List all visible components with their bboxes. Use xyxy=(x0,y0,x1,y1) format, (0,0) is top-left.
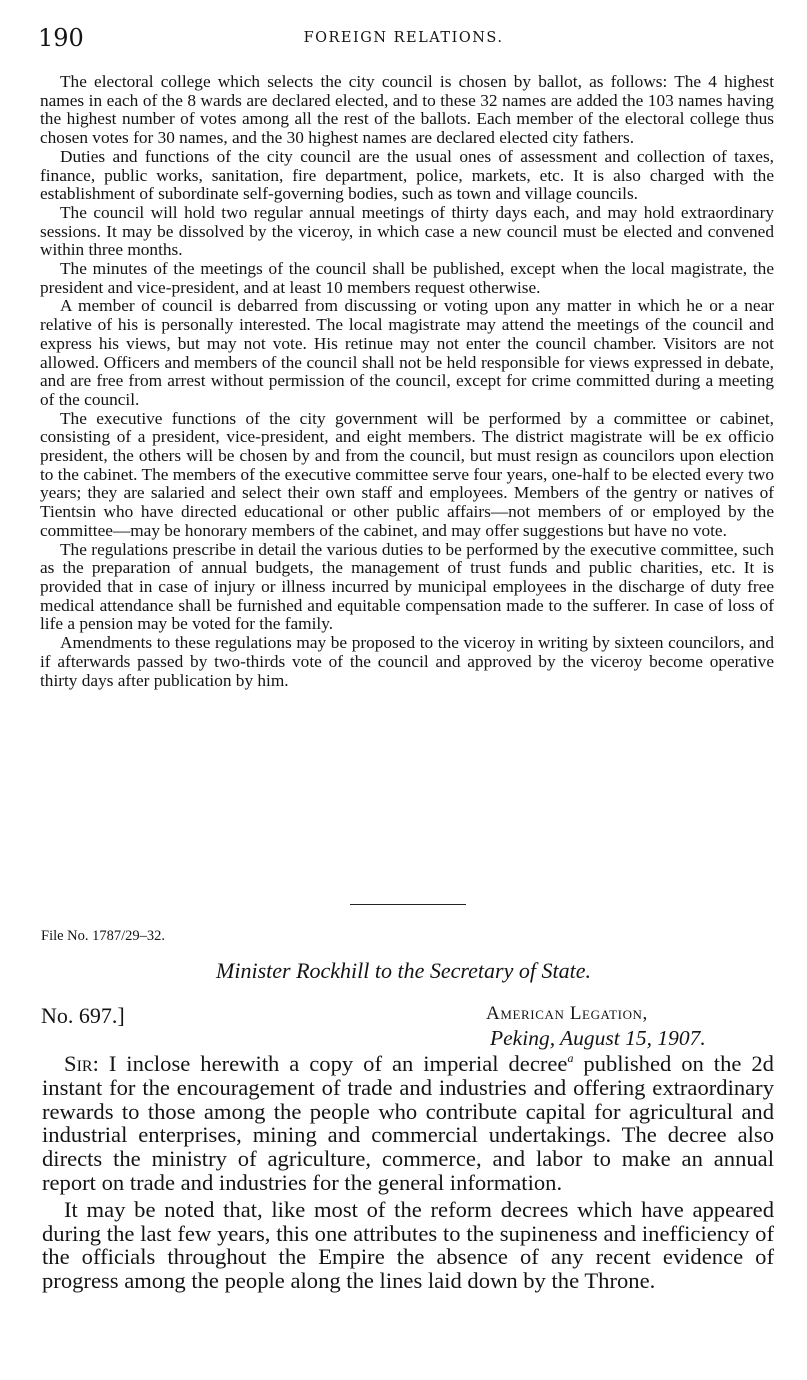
paragraph-meetings: The council will hold two regular annual meetings of thirty days each, and may hold extraordinary sessions. It may be dissolved by the viceroy, in which case a new council must be elected and convened within three months. xyxy=(40,202,774,260)
paragraph-1-before-note: I inclose herewith a copy of an imperial decree xyxy=(108,1051,568,1076)
paragraph-minutes: The minutes of the meetings of the council shall be published, except when the local magistrate, the president and vice-president, and at least 10 members request otherwise. xyxy=(40,259,774,297)
letter-paragraph-2: It may be noted that, like most of the reform decrees which have appeared during the last few years, this one attributes to the supineness and inefficiency of the officials throughout the Empire the absence of any recent evidence of progress among the people along the lines laid down by the Throne. xyxy=(42,1196,774,1294)
letter-number: No. 697.] xyxy=(41,1003,125,1028)
paragraph-electoral-college: The electoral college which selects the city council is chosen by ballot, as follows: The 4 highest names in each of the 8 wards are declared elected, and to these 32 names are added the 103 names having the highest number of votes among all the rest of the ballots. Each member of the electoral college thus chosen votes for 30 names, and the 30 highest names are declared elected city fathers. xyxy=(40,72,774,148)
salutation: Sir: xyxy=(64,1051,99,1076)
paragraph-duties: Duties and functions of the city council are the usual ones of assessment and collection of taxes, finance, public works, sanitation, fire department, police, markets, etc. It is also charged with the establishment of subordinate self-governing bodies, such as town and village councils. xyxy=(40,146,774,204)
letter-body xyxy=(42,1052,774,1296)
section-divider xyxy=(350,904,466,905)
document-heading: Minister Rockhill to the Secretary of State. xyxy=(216,958,591,983)
paragraph-member-conduct: A member of council is debarred from discussing or voting upon any matter in which he or a near relative of his is personally interested. The local magistrate may attend the meetings of the council and express his views, but may not vote. His retinue may not enter the council chamber. Visitors are not allowed. Officers and members of the council shall not be held responsible for views expressed in debate, and are free from arrest without permission of the council, except for crime committed during a meeting of the council. xyxy=(40,296,774,409)
page-number: 190 xyxy=(38,24,84,52)
file-number: File No. 1787/29–32. xyxy=(41,928,166,944)
paragraph-duties-prescribed: The regulations prescribe in detail the various duties to be performed by the executive committee, such as the preparation of annual budgets, the management of trust funds and public charities, etc. It is provided that in case of injury or illness incurred by municipal employees in the discharge of duty free medical attendance shall be furnished and equitable compensation made to the sufferer. In case of loss of life a pension may be voted for the family. xyxy=(40,539,774,634)
paragraph-executive: The executive functions of the city government will be performed by a committee or cabinet, consisting of a president, vice-president, and eight members. The district magistrate will be ex officio president, the others will be chosen by and from the council, but must resign as councilors upon election to the cabinet. The members of the executive committee serve four years, one-half to be elected every two years; they are salaried and select their own staff and employees. Members of the gentry or natives of Tientsin who have directed educational or other public affairs—not members of or employed by the committee—may be honorary members of the cabinet, and may offer suggestions but have no vote. xyxy=(40,408,774,540)
running-head: FOREIGN RELATIONS. xyxy=(303,30,504,46)
footnote-marker[interactable]: a xyxy=(567,1051,574,1065)
dateline-place: American Legation, xyxy=(486,1003,648,1024)
dateline-date: Peking, August 15, 1907. xyxy=(490,1026,706,1050)
letter-paragraph-1 xyxy=(42,1052,774,1195)
regulations-text xyxy=(40,73,774,690)
paragraph-1-after-note: published on the 2d instant for the encouragement of trade and industries and offering extraordinary rewards to those among the people who contribute capital for agricultural and industrial enterprises, mining and commercial undertakings. The decree also directs the ministry of agriculture, commerce, and labor to make an annual report on trade and industries for the general information. xyxy=(42,1051,774,1195)
paragraph-amendments: Amendments to these regulations may be proposed to the viceroy in writing by sixteen councilors, and if afterwards passed by two-thirds vote of the council and approved by the viceroy become operative thirty days after publication by him. xyxy=(40,633,774,690)
